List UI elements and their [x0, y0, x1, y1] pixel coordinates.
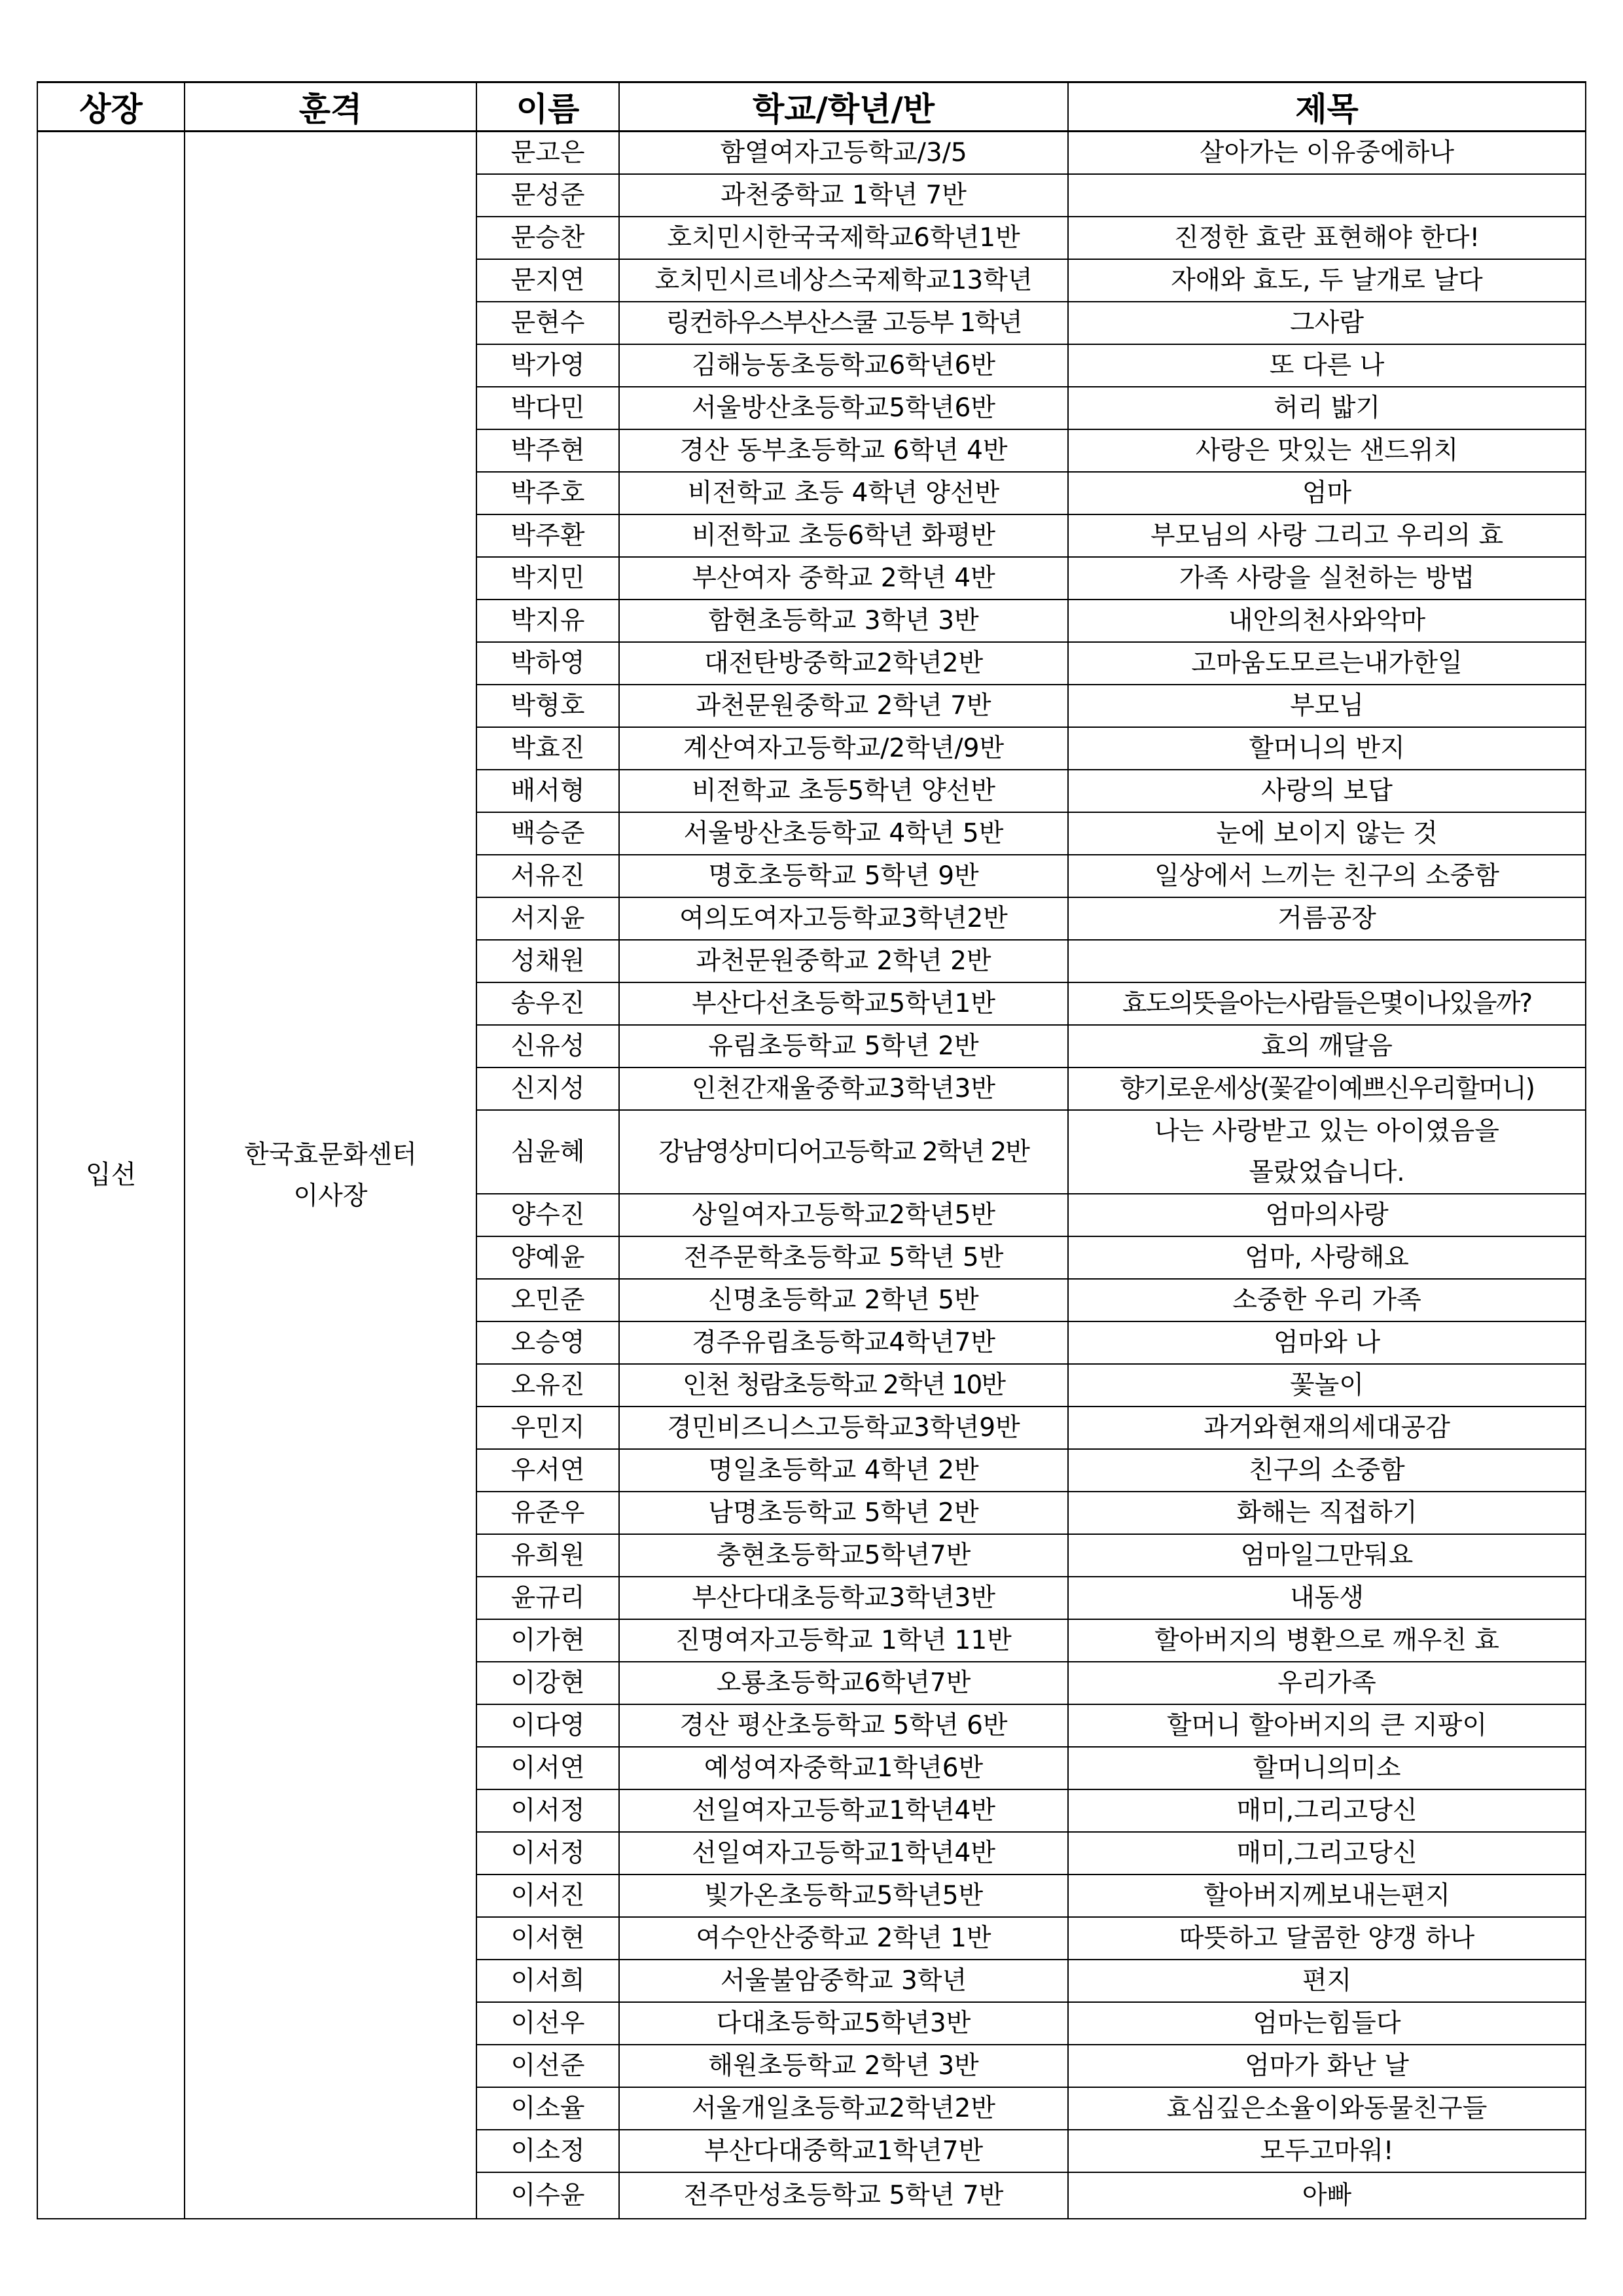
title-cell: 따뜻하고 달콤한 양갱 하나 — [1068, 1917, 1586, 1960]
title-cell: 또 다른 나 — [1068, 344, 1586, 387]
title-cell: 할아버지께보내는편지 — [1068, 1874, 1586, 1917]
name-cell: 오승영 — [476, 1321, 619, 1364]
title-cell: 모두고마워! — [1068, 2130, 1586, 2172]
name-cell: 이소율 — [476, 2087, 619, 2130]
title-cell: 엄마가 화난 날 — [1068, 2045, 1586, 2087]
school-cell: 인천간재울중학교3학년3반 — [619, 1067, 1068, 1110]
title-cell: 엄마 — [1068, 472, 1586, 514]
name-cell: 이가현 — [476, 1619, 619, 1662]
name-cell: 이서희 — [476, 1960, 619, 2002]
name-cell: 이선준 — [476, 2045, 619, 2087]
school-cell: 다대초등학교5학년3반 — [619, 2002, 1068, 2045]
school-cell: 링컨하우스부산스쿨 고등부 1학년 — [619, 302, 1068, 344]
school-cell: 과천문원중학교 2학년 7반 — [619, 685, 1068, 727]
title-cell: 과거와현재의세대공감 — [1068, 1407, 1586, 1449]
school-cell: 경민비즈니스고등학교3학년9반 — [619, 1407, 1068, 1449]
header-title: 제목 — [1068, 82, 1586, 132]
name-cell: 박다민 — [476, 387, 619, 429]
header-row — [37, 82, 1586, 132]
school-cell: 유림초등학교 5학년 2반 — [619, 1025, 1068, 1067]
school-cell: 대전탄방중학교2학년2반 — [619, 642, 1068, 685]
name-cell: 백승준 — [476, 812, 619, 855]
school-cell: 비전학교 초등 4학년 양선반 — [619, 472, 1068, 514]
name-cell: 우민지 — [476, 1407, 619, 1449]
title-cell: 편지 — [1068, 1960, 1586, 2002]
title-cell: 허리 밟기 — [1068, 387, 1586, 429]
title-cell — [1068, 940, 1586, 982]
school-cell: 경산 평산초등학교 5학년 6반 — [619, 1704, 1068, 1747]
title-cell: 향기로운세상(꽃같이예쁘신우리할머니) — [1068, 1067, 1586, 1110]
name-cell: 박주환 — [476, 514, 619, 557]
school-cell: 전주문학초등학교 5학년 5반 — [619, 1236, 1068, 1279]
header-citation: 훈격 — [185, 82, 476, 132]
title-cell — [1068, 174, 1586, 217]
school-cell: 선일여자고등학교1학년4반 — [619, 1832, 1068, 1874]
name-cell: 배서형 — [476, 770, 619, 812]
title-cell: 엄마일그만둬요 — [1068, 1534, 1586, 1577]
name-cell: 문성준 — [476, 174, 619, 217]
title-cell: 진정한 효란 표현해야 한다! — [1068, 217, 1586, 259]
name-cell: 문지연 — [476, 259, 619, 302]
title-cell: 사랑은 맛있는 샌드위치 — [1068, 429, 1586, 472]
title-cell: 내안의천사와악마 — [1068, 600, 1586, 642]
citation-line2: 이사장 — [293, 1181, 368, 1211]
school-cell: 충현초등학교5학년7반 — [619, 1534, 1068, 1577]
school-cell: 호치민시한국국제학교6학년1반 — [619, 217, 1068, 259]
name-cell: 성채원 — [476, 940, 619, 982]
title-cell: 엄마의사랑 — [1068, 1194, 1586, 1236]
school-cell: 예성여자중학교1학년6반 — [619, 1747, 1068, 1789]
title-cell: 살아가는 이유중에하나 — [1068, 132, 1586, 175]
school-cell: 경주유림초등학교4학년7반 — [619, 1321, 1068, 1364]
title-cell: 매미,그리고당신 — [1068, 1832, 1586, 1874]
school-cell: 부산다대초등학교3학년3반 — [619, 1577, 1068, 1619]
school-cell: 신명초등학교 2학년 5반 — [619, 1279, 1068, 1321]
name-cell: 이서현 — [476, 1917, 619, 1960]
title-cell: 할머니 할아버지의 큰 지팡이 — [1068, 1704, 1586, 1747]
name-cell: 서유진 — [476, 855, 619, 897]
citation-cell — [185, 132, 476, 2219]
header-school: 학교/학년/반 — [619, 82, 1068, 132]
name-cell: 박가영 — [476, 344, 619, 387]
school-cell: 호치민시르네상스국제학교13학년 — [619, 259, 1068, 302]
school-cell: 김해능동초등학교6학년6반 — [619, 344, 1068, 387]
school-cell: 인천 청람초등학교 2학년 10반 — [619, 1364, 1068, 1407]
title-cell: 매미,그리고당신 — [1068, 1789, 1586, 1832]
title-cell: 부모님 — [1068, 685, 1586, 727]
school-cell: 명일초등학교 4학년 2반 — [619, 1449, 1068, 1492]
name-cell: 박하영 — [476, 642, 619, 685]
title-cell: 가족 사랑을 실천하는 방법 — [1068, 557, 1586, 600]
name-cell: 양예윤 — [476, 1236, 619, 1279]
award-table — [37, 81, 1586, 2219]
name-cell: 심윤혜 — [476, 1110, 619, 1194]
title-cell: 부모님의 사랑 그리고 우리의 효 — [1068, 514, 1586, 557]
title-cell: 엄마, 사랑해요 — [1068, 1236, 1586, 1279]
name-cell: 문고은 — [476, 132, 619, 175]
name-cell: 유준우 — [476, 1492, 619, 1534]
school-cell: 경산 동부초등학교 6학년 4반 — [619, 429, 1068, 472]
title-line1: 나는 사랑받고 있는 아이였음을 — [1154, 1117, 1499, 1146]
school-cell: 계산여자고등학교/2학년/9반 — [619, 727, 1068, 770]
school-cell: 과천문원중학교 2학년 2반 — [619, 940, 1068, 982]
header-award: 상장 — [37, 82, 185, 132]
school-cell: 해원초등학교 2학년 3반 — [619, 2045, 1068, 2087]
school-cell: 상일여자고등학교2학년5반 — [619, 1194, 1068, 1236]
school-cell: 여의도여자고등학교3학년2반 — [619, 897, 1068, 940]
name-cell: 문현수 — [476, 302, 619, 344]
name-cell: 이소정 — [476, 2130, 619, 2172]
school-cell: 여수안산중학교 2학년 1반 — [619, 1917, 1068, 1960]
name-cell: 이선우 — [476, 2002, 619, 2045]
name-cell: 신유성 — [476, 1025, 619, 1067]
title-cell: 할머니의 반지 — [1068, 727, 1586, 770]
name-cell: 박지민 — [476, 557, 619, 600]
name-cell: 박주현 — [476, 429, 619, 472]
school-cell: 서울개일초등학교2학년2반 — [619, 2087, 1068, 2130]
school-cell: 비전학교 초등5학년 양선반 — [619, 770, 1068, 812]
name-cell: 이수윤 — [476, 2172, 619, 2219]
school-cell: 빛가온초등학교5학년5반 — [619, 1874, 1068, 1917]
name-cell: 송우진 — [476, 982, 619, 1025]
title-cell: 내동생 — [1068, 1577, 1586, 1619]
name-cell: 박효진 — [476, 727, 619, 770]
title-cell: 거름공장 — [1068, 897, 1586, 940]
school-cell: 서울불암중학교 3학년 — [619, 1960, 1068, 2002]
title-cell: 효도의뜻을아는사람들은몇이나있을까? — [1068, 982, 1586, 1025]
name-cell: 박형호 — [476, 685, 619, 727]
school-cell: 서울방산초등학교 4학년 5반 — [619, 812, 1068, 855]
name-cell: 오민준 — [476, 1279, 619, 1321]
title-cell: 할머니의미소 — [1068, 1747, 1586, 1789]
name-cell: 신지성 — [476, 1067, 619, 1110]
school-cell: 서울방산초등학교5학년6반 — [619, 387, 1068, 429]
school-cell: 오룡초등학교6학년7반 — [619, 1662, 1068, 1704]
school-cell: 선일여자고등학교1학년4반 — [619, 1789, 1068, 1832]
school-cell: 부산다선초등학교5학년1반 — [619, 982, 1068, 1025]
title-cell: 아빠 — [1068, 2172, 1586, 2219]
title-cell: 소중한 우리 가족 — [1068, 1279, 1586, 1321]
title-cell: 효심깊은소율이와동물친구들 — [1068, 2087, 1586, 2130]
award-cell: 입선 — [37, 132, 185, 2219]
title-cell: 친구의 소중함 — [1068, 1449, 1586, 1492]
school-cell: 전주만성초등학교 5학년 7반 — [619, 2172, 1068, 2219]
school-cell: 과천중학교 1학년 7반 — [619, 174, 1068, 217]
name-cell: 이다영 — [476, 1704, 619, 1747]
name-cell: 이강현 — [476, 1662, 619, 1704]
name-cell: 박주호 — [476, 472, 619, 514]
name-cell: 오유진 — [476, 1364, 619, 1407]
name-cell: 양수진 — [476, 1194, 619, 1236]
name-cell: 이서정 — [476, 1789, 619, 1832]
header-name: 이름 — [476, 82, 619, 132]
title-cell: 고마움도모르는내가한일 — [1068, 642, 1586, 685]
citation-line1: 한국효문화센터 — [244, 1139, 417, 1170]
name-cell: 이서진 — [476, 1874, 619, 1917]
title-cell: 화해는 직접하기 — [1068, 1492, 1586, 1534]
name-cell: 박지유 — [476, 600, 619, 642]
title-cell: 일상에서 느끼는 친구의 소중함 — [1068, 855, 1586, 897]
school-cell: 부산여자 중학교 2학년 4반 — [619, 557, 1068, 600]
title-line2: 몰랐었습니다. — [1249, 1158, 1405, 1187]
school-cell: 함열여자고등학교/3/5 — [619, 132, 1068, 175]
title-cell: 사랑의 보답 — [1068, 770, 1586, 812]
name-cell: 문승찬 — [476, 217, 619, 259]
school-cell: 진명여자고등학교 1학년 11반 — [619, 1619, 1068, 1662]
table-row — [37, 132, 1586, 175]
title-cell — [1068, 1110, 1586, 1194]
name-cell: 우서연 — [476, 1449, 619, 1492]
title-cell: 우리가족 — [1068, 1662, 1586, 1704]
title-cell: 꽃놀이 — [1068, 1364, 1586, 1407]
title-cell: 엄마와 나 — [1068, 1321, 1586, 1364]
school-cell: 비전학교 초등6학년 화평반 — [619, 514, 1068, 557]
name-cell: 서지윤 — [476, 897, 619, 940]
school-cell: 남명초등학교 5학년 2반 — [619, 1492, 1068, 1534]
title-cell: 할아버지의 병환으로 깨우친 효 — [1068, 1619, 1586, 1662]
school-cell: 명호초등학교 5학년 9반 — [619, 855, 1068, 897]
name-cell: 이서연 — [476, 1747, 619, 1789]
title-cell: 효의 깨달음 — [1068, 1025, 1586, 1067]
school-cell: 강남영상미디어고등학교 2학년 2반 — [619, 1110, 1068, 1194]
name-cell: 유희원 — [476, 1534, 619, 1577]
school-cell: 함현초등학교 3학년 3반 — [619, 600, 1068, 642]
name-cell: 이서정 — [476, 1832, 619, 1874]
title-cell: 엄마는힘들다 — [1068, 2002, 1586, 2045]
title-cell: 그사람 — [1068, 302, 1586, 344]
title-cell: 눈에 보이지 않는 것 — [1068, 812, 1586, 855]
name-cell: 윤규리 — [476, 1577, 619, 1619]
title-cell: 자애와 효도, 두 날개로 날다 — [1068, 259, 1586, 302]
school-cell: 부산다대중학교1학년7반 — [619, 2130, 1068, 2172]
